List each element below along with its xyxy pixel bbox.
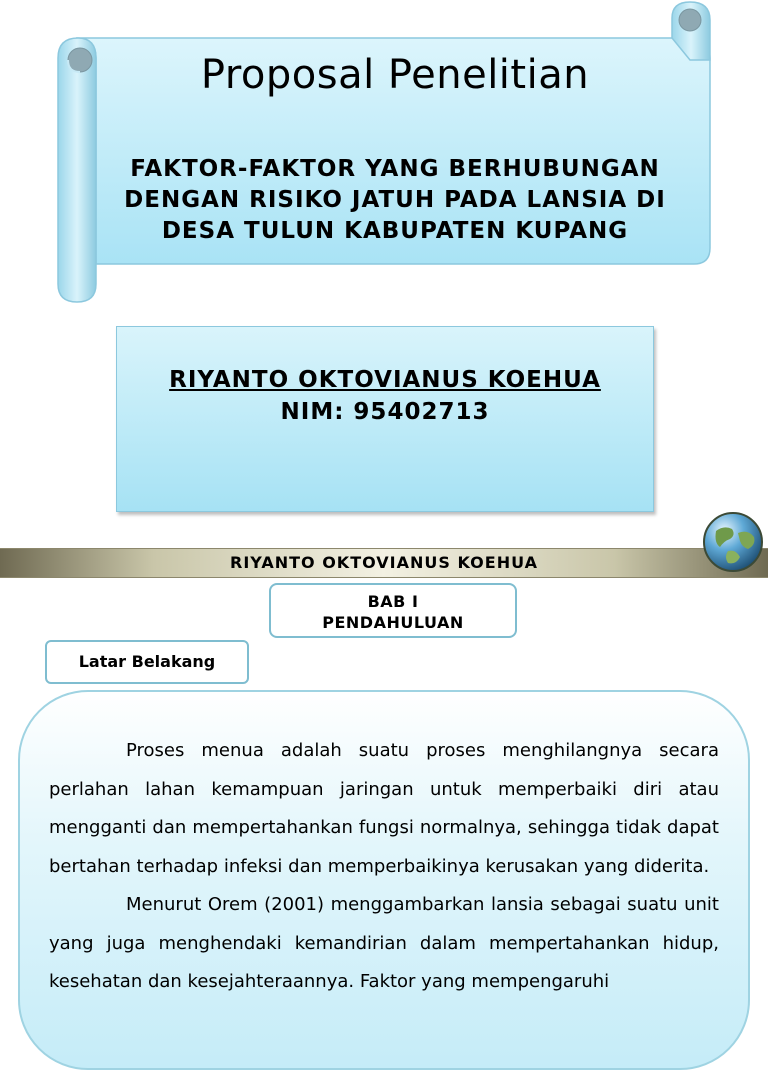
paragraph: Menurut Orem (2001) menggambarkan lansia sebagai suatu unit yang juga menghendaki kemandirian dalam mempertahankan hidup, kesehatan dan kesejahteraannya. Faktor yang mempengaruhi — [49, 894, 719, 992]
body-text — [49, 732, 719, 1002]
author-name: RIYANTO OKTOVIANUS KOEHUA — [169, 367, 601, 393]
section-label: Latar Belakang — [78, 652, 216, 671]
slide-header-author: RIYANTO OKTOVIANUS KOEHUA — [230, 553, 538, 572]
presentation-title: Proposal Penelitian — [200, 52, 590, 98]
paragraph: Proses menua adalah suatu proses menghilangnya secara perlahan lahan kemampuan jaringan untuk memperbaiki diri atau mengganti dan mempertahankan fungsi normalnya, sehingga tidak dapat bertahan terhadap infeksi dan memperbaikinya kerusakan yang diderita. — [49, 740, 719, 877]
scroll-banner — [0, 0, 768, 320]
research-topic — [95, 154, 695, 247]
research-topic-line: DENGAN RISIKO JATUH PADA LANSIA DI — [124, 187, 666, 213]
section-label-box — [45, 640, 249, 684]
chapter-title: PENDAHULUAN — [322, 613, 464, 632]
chapter-number: BAB I — [367, 592, 419, 611]
research-topic-line: DESA TULUN KABUPATEN KUPANG — [161, 218, 629, 244]
author-nim: NIM: 95402713 — [280, 399, 490, 425]
author-box — [116, 326, 654, 512]
research-topic-line: FAKTOR-FAKTOR YANG BERHUBUNGAN — [130, 156, 660, 182]
globe-icon — [702, 511, 764, 573]
chapter-heading-box — [269, 583, 517, 638]
